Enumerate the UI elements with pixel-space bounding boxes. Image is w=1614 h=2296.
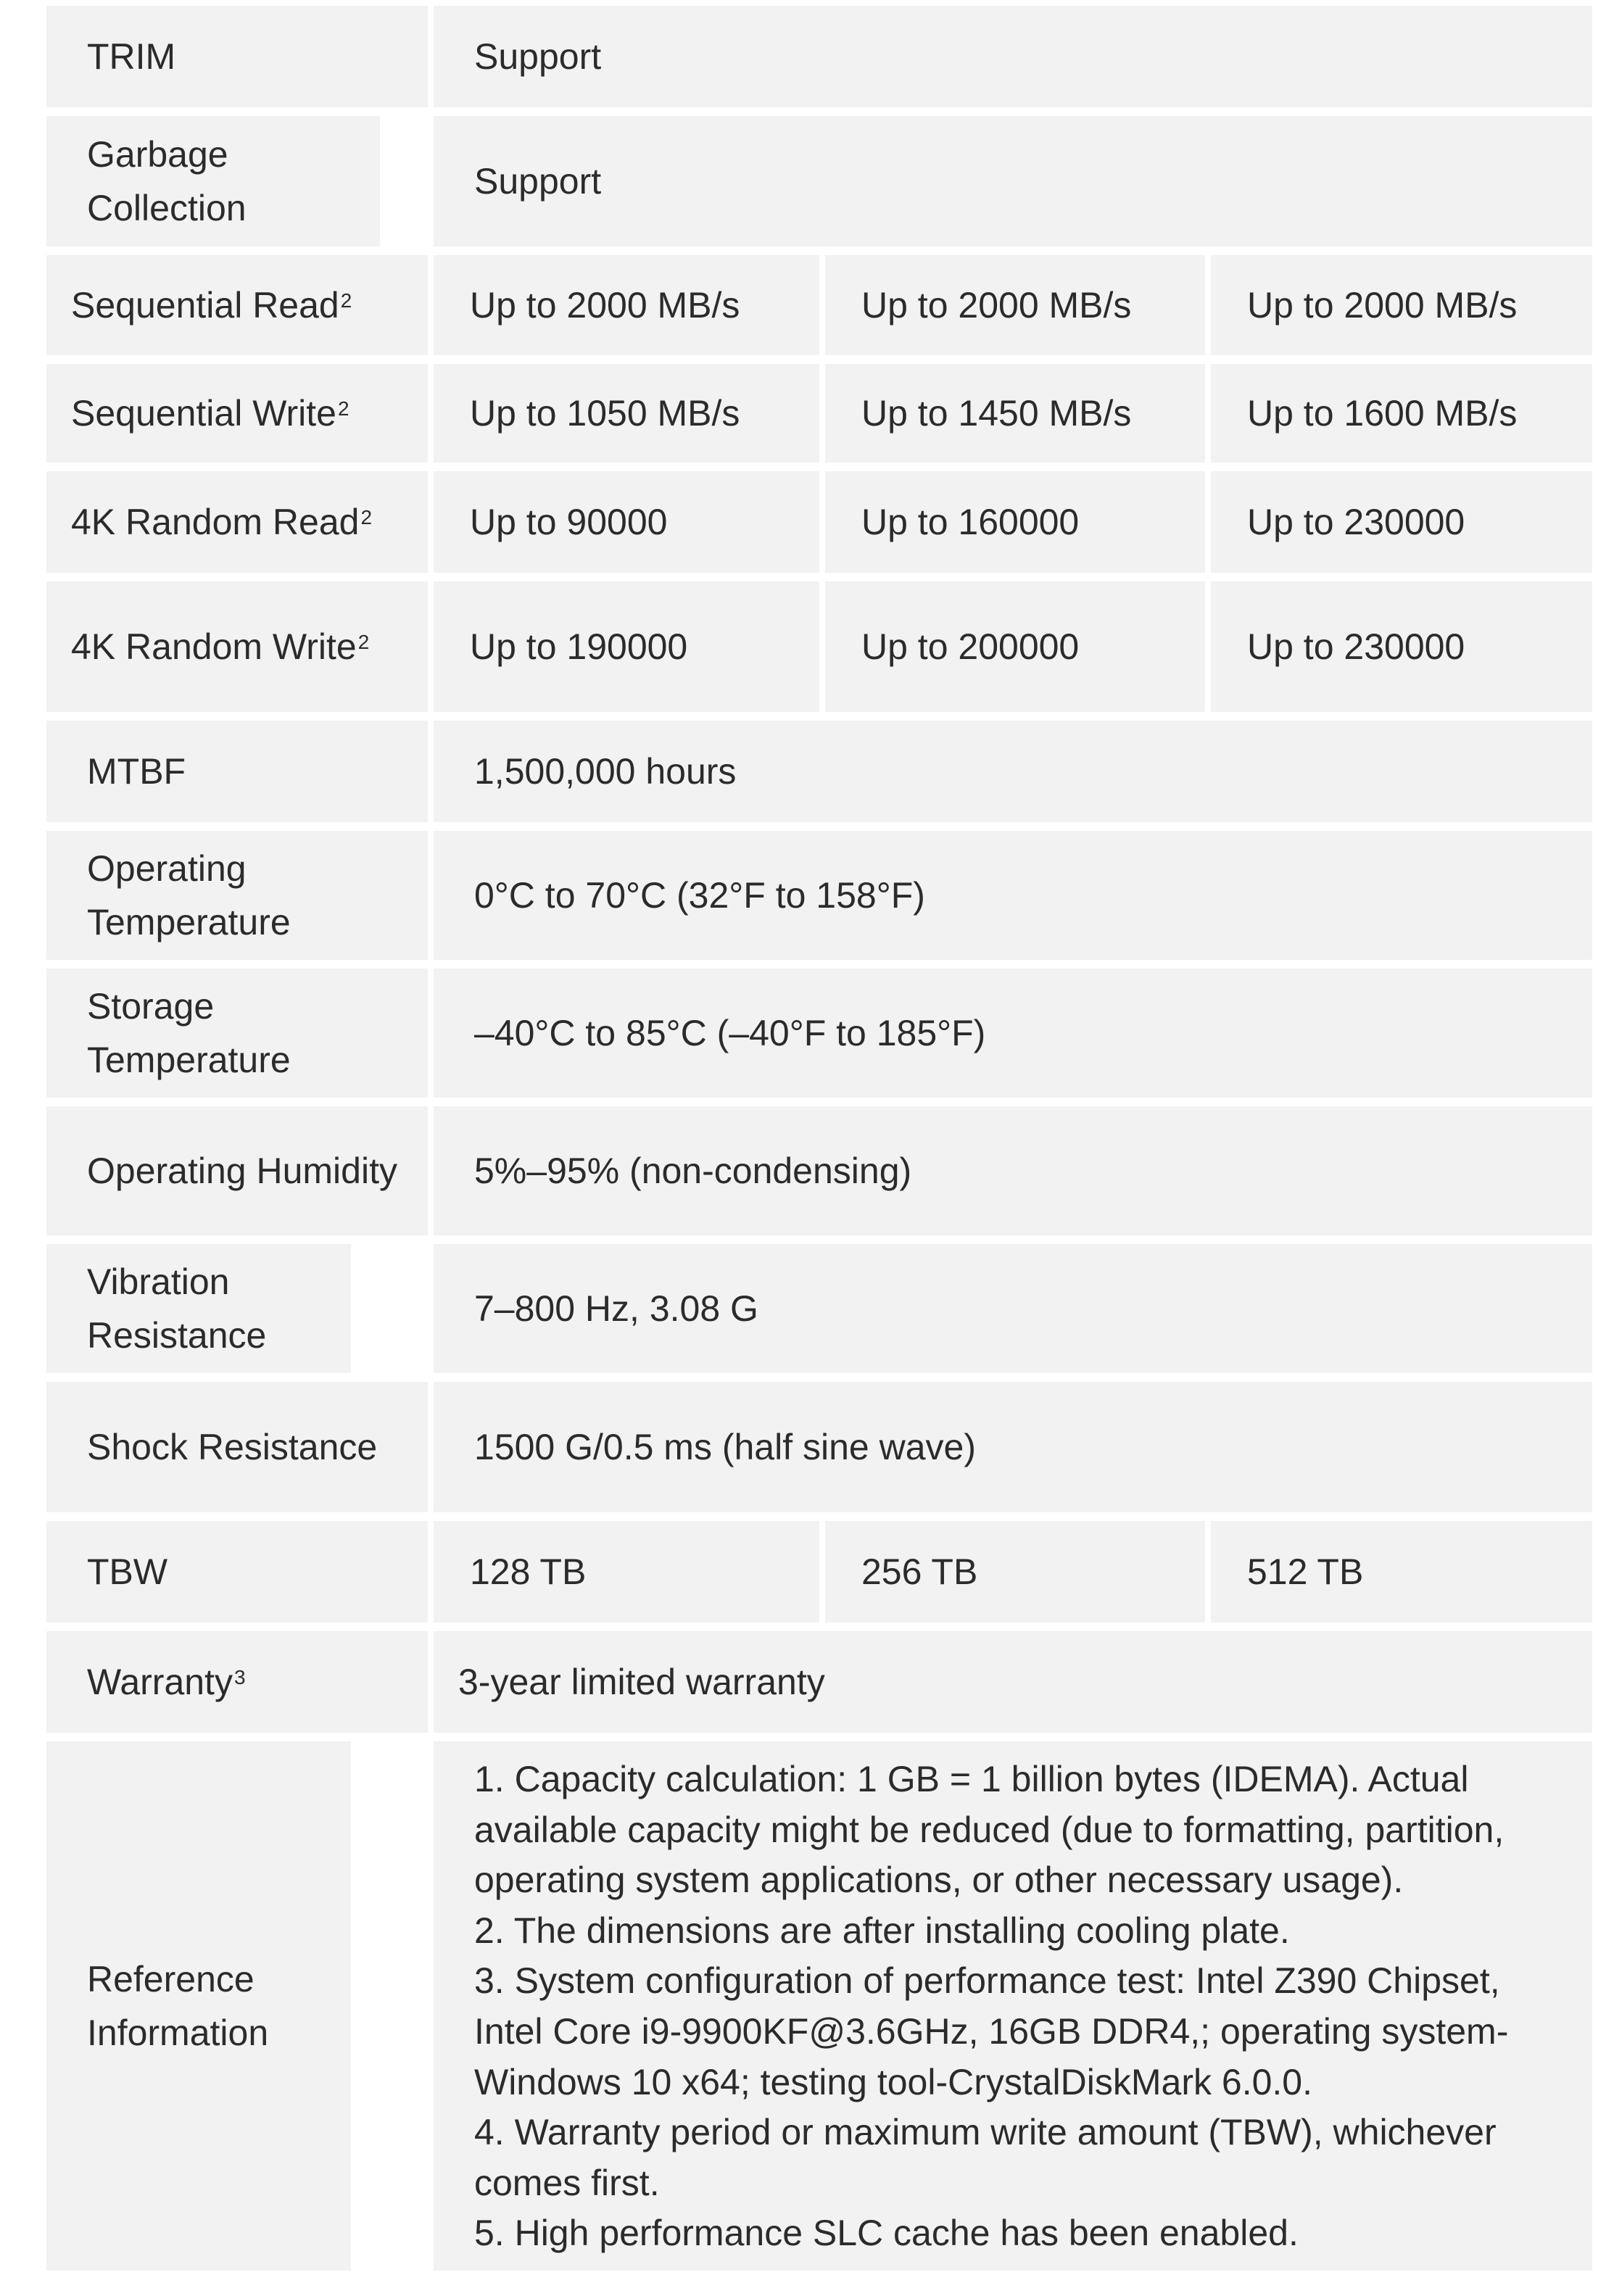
rand-read-col-2: Up to 160000 — [825, 471, 1205, 573]
tbw-col-3: 512 TB — [1211, 1521, 1592, 1622]
row-label-storage-temperature: Storage Temperature — [46, 969, 428, 1098]
seq-write-col-2: Up to 1450 MB/s — [825, 364, 1205, 463]
reference-line-5: 3. System configuration of performance test: Intel Z390 Chipset, — [474, 1960, 1500, 2002]
row-label-garbage-collection: Garbage Collection — [46, 116, 380, 246]
row-value-garbage-collection: Support — [434, 116, 1592, 246]
reference-line-2: available capacity might be reduced (due to formatting, partition, — [474, 1809, 1505, 1850]
rand-write-col-1: Up to 190000 — [434, 581, 819, 712]
row-value-reference-information — [434, 1741, 1592, 2271]
row-label-4k-random-write: 4K Random Write $^2$ — [46, 581, 428, 712]
row-value-vibration-resistance: 7–800 Hz, 3.08 G — [434, 1244, 1592, 1373]
row-label-4k-random-read: 4K Random Read $^2$ — [46, 471, 428, 573]
reference-line-3: operating system applications, or other necessary usage). — [474, 1860, 1404, 1901]
row-value-trim: Support — [434, 6, 1592, 107]
row-value-shock-resistance: 1500 G/0.5 ms (half sine wave) — [434, 1382, 1592, 1512]
row-label-trim: TRIM — [46, 6, 428, 107]
seq-read-col-3: Up to 2000 MB/s — [1211, 255, 1592, 355]
tbw-col-1: 128 TB — [434, 1521, 819, 1622]
seq-read-col-2: Up to 2000 MB/s — [825, 255, 1205, 355]
rand-read-col-1: Up to 90000 — [434, 471, 819, 573]
seq-write-col-3: Up to 1600 MB/s — [1211, 364, 1592, 463]
row-label-vibration-resistance: Vibration Resistance — [46, 1244, 351, 1373]
reference-line-9: comes first. — [474, 2162, 660, 2203]
seq-write-col-1: Up to 1050 MB/s — [434, 364, 819, 463]
row-value-warranty: 3-year limited warranty — [434, 1631, 1592, 1733]
seq-read-col-1: Up to 2000 MB/s — [434, 255, 819, 355]
reference-line-6: Intel Core i9-9900KF@3.6GHz, 16GB DDR4,; operating system- — [474, 2010, 1509, 2052]
row-value-operating-temperature: 0°C to 70°C (32°F to 158°F) — [434, 831, 1592, 960]
rand-write-col-2: Up to 200000 — [825, 581, 1205, 712]
row-label-shock-resistance: Shock Resistance — [46, 1382, 428, 1512]
reference-line-4: 2. The dimensions are after installing cooling plate. — [474, 1910, 1290, 1951]
row-value-mtbf: 1,500,000 hours — [434, 721, 1592, 822]
row-label-reference-information: Reference Information — [46, 1741, 351, 2271]
rand-read-col-3: Up to 230000 — [1211, 471, 1592, 573]
row-label-operating-humidity: Operating Humidity — [46, 1106, 428, 1235]
row-value-operating-humidity: 5%–95% (non-condensing) — [434, 1106, 1592, 1235]
reference-line-7: Windows 10 x64; testing tool-CrystalDiskMark 6.0.0. — [474, 2061, 1312, 2102]
row-label-warranty: Warranty $^3$ — [46, 1631, 428, 1733]
tbw-col-2: 256 TB — [825, 1521, 1205, 1622]
reference-line-8: 4. Warranty period or maximum write amount (TBW), whichever — [474, 2112, 1497, 2153]
row-value-storage-temperature: –40°C to 85°C (–40°F to 185°F) — [434, 969, 1592, 1098]
rand-write-col-3: Up to 230000 — [1211, 581, 1592, 712]
row-label-sequential-write: Sequential Write $^2$ — [46, 364, 428, 463]
row-label-tbw: TBW — [46, 1521, 428, 1622]
row-label-sequential-read: Sequential Read $^2$ — [46, 255, 428, 355]
row-label-mtbf: MTBF — [46, 721, 428, 822]
spec-table — [46, 6, 1592, 2271]
reference-line-10: 5. High performance SLC cache has been enabled. — [474, 2213, 1299, 2254]
reference-line-1: 1. Capacity calculation: 1 GB = 1 billion bytes (IDEMA). Actual — [474, 1759, 1469, 1799]
row-label-operating-temperature: Operating Temperature — [46, 831, 428, 960]
